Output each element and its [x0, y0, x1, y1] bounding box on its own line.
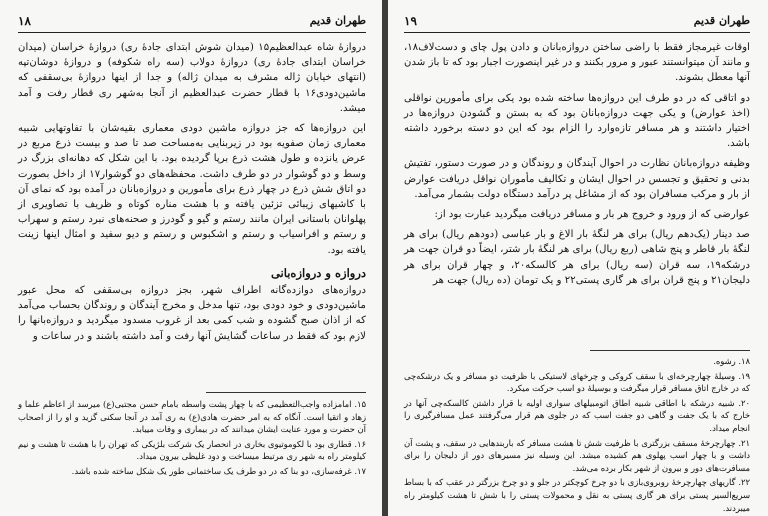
footnote: ۱۹. وسیلهٔ چهارچرخه‌ای با سقف کروکی و چرخهای لاستیکی با ظرفیت دو مسافر و یک درشکه‌چی که در خارج اتاق مسافر قرار میگرفت و بوسیلهٔ دو اسب حرکت میکرد. — [404, 370, 750, 394]
paragraph: عوارضی که از ورود و خروج هر بار و مسافر دریافت میگردید عبارت بود از: — [434, 209, 750, 221]
footnote-divider — [590, 350, 750, 351]
footnote: ۱۷. غرفه‌سازی، دو بنا که در دو طرف یک ساختمانی طور یک شکل ساخته شده باشد. — [71, 465, 366, 476]
paragraph: وظیفه دروازه‌بانان نظارت در احوال آیندگان و روندگان و در صورت دستور، تفتیش بدنی و تحقیق و تجسس در احوال ایشان و تکالیف مأموران نواقل دریافت عوارض از بار و مرکب مسافران بود که از مشاغل پر درآمد دستگاه دولت بشمار می‌آمد. — [404, 158, 750, 200]
left-footnotes — [18, 398, 366, 480]
paragraph: دروازهٔ شاه عبدالعظیم۱۵ (میدان شوش ابتدای جادهٔ ری) دروازهٔ خراسان (میدان خراسان ابتدای جادهٔ ری) دروازهٔ دولاب (سه راه شکوفه) و دروازهٔ دوشان‌تپه (انتهای خیابان ژاله مشرف به میدان ژاله) و جدا از اینها دروازهٔ بی‌سقفی که ماشین‌دودی۱۶ با قطار حضرت عبدالعظیم از آنجا به‌شهر ری قطار رفت و آمد میشد. — [18, 42, 366, 114]
footnote: ۱۸. رشوه. — [713, 356, 750, 366]
paragraph: دروازه‌های دوازده‌گانه اطراف شهر، بجز دروازه بی‌سقفی که محل عبور ماشین‌دودی و خود دودی بود، تنها مدخل و مخرج آیندگان و روندگان بحساب می‌آمد که از اذان صبح گشوده و شب کمی بعد از غروب مسدود میگردید و دروازه‌بانها را لازم بود که فقط در ساعات گشایش آنها رفت و آمد داشته باشند و در ساعات و — [18, 285, 366, 342]
left-page-header — [18, 14, 366, 33]
footnote-divider — [206, 392, 366, 393]
left-page-body — [18, 40, 366, 344]
footnote: ۲۲. گاریهای چهارچرخهٔ روبروی‌بازی با دو چرخ کوچکتر در جلو و دو چرخ بزرگتر در عقب که با بساط سریع‌السیر پستی برای هر گاری پستی به نقل و محمولات پستی را با شش تا هشت کیلومتر راه میبردند. — [404, 477, 750, 513]
section-heading: دروازه و دروازه‌بانی — [270, 265, 366, 280]
right-page-body — [404, 40, 750, 288]
running-title: طهران قدیم — [693, 14, 750, 27]
paragraph: دو اتاقی که در دو طرف این دروازه‌ها ساخته شده بود یکی برای مأمورین نواقلی (اخذ عوارض) و یکی جهت دروازه‌بانان بود که به بستن و گشودن دروازه‌ها در اختیار داشتند و هر مسافر تازه‌وارد را الزام بود که این دو دسته برخورد داشته باشد. — [404, 92, 750, 150]
right-page — [388, 0, 768, 516]
page-number: ۱۸ — [18, 14, 31, 28]
left-page — [0, 0, 382, 516]
running-title: طهران قدیم — [309, 14, 366, 27]
right-page-header — [404, 14, 750, 33]
paragraph: صد دینار (یک‌دهم ریال) برای هر لنگهٔ بار الاغ و بار عباسی (دودهم ریال) برای هر لنگهٔ بار قاطر و پنج شاهی (ربع ریال) برای هر لنگهٔ بار شتر، ایضاً دو قران جهت هر درشکه۱۹، سه قران (سه ریال) برای هر کالسکه۲۰، و چهار قران برای هر دلیجان۲۱ و پنج قران برای هر گاری پستی۲۲ و یک تومان (ده ریال) جهت هر — [404, 229, 750, 286]
paragraph: اوقات غیرمجاز فقط با راضی ساختن دروازه‌بانان و دادن پول چای و دست‌لاف۱۸، و مانند آن میتوانستند عبور و مرور بکنند و در غیر اینصورت اجبار بود که تا باز شدن آنها معطل بشوند. — [404, 42, 750, 84]
paragraph: این دروازه‌ها که جز دروازه ماشین دودی معماری بقیه‌شان با تفاوتهایی شبیه معماری زمان صفویه بود در زیربنایی به‌مساحت صد تا صد و بیست ذرع مربع در عرض یانزده و طول هشت ذرع برپا گردیده بود. با این شکل که دهانه‌ای بزرگ در وسط و دو گوشوار در دو طرف داشت. محفظه‌های دو گوشوار۱۷ از داخل بصورت دو اتاق شش ذرع در چهار ذرع برای مأمورین و دروازه‌بانان در آمده بود که نمای آن با کاشیهای زیبائی تزئین یافته و با هشت مناره کوتاه و ظریف با تصاویری از پهلوانان باستانی ایران مانند رستم و گیو و گودرز و صحنه‌های نبرد رستم و سهراب و رستم و افراسیاب و رستم و اشکبوس و رستم و دیو سفید و امثال اینها زینت یافته بود. — [18, 123, 366, 256]
page-number: ۱۹ — [404, 14, 417, 28]
footnote: ۱۶. قطاری بود با لکوموتیوی بخاری در انحصار یک شرکت بلژیکی که تهران را با هشت تا هشت و نیم کیلومتر راه به شهر ری مرتبط میساخت و دود غلیظی بیرون میداد. — [18, 438, 366, 462]
footnote: ۲۱. چهارچرخهٔ مسقف بزرگتری با ظرفیت شش تا هشت مسافر که باربندهایی در سقف، و پشت آن داشت و با چهار اسب پهلوی هم کشیده میشد. این وسیله نیز مسیرهای دور از دلیجان را برای مسافرت‌های دور و بیرون از شهر بکار برده می‌شد. — [404, 437, 750, 473]
footnote: ۲۰. شبیه درشکه با اطاقی شبیه اطاق اتومبیلهای سواری اولیه با قرار داشتن کالسکه‌چی آنها در خارج که با یک جفت و گاهی دو جفت اسب که در جلوی هم قرار می‌گرفتند عمل مسافرگیری را انجام میداد. — [404, 397, 750, 433]
right-footnotes — [404, 355, 750, 516]
footnote: ۱۵. امامزاده واجب‌التعظیمی که با چهار پشت واسطه بامام حسن مجتبی(ع) میرسد از اعاظم علما و زهاد و اتقیا است. آنگاه که به امر حضرت هادی(ع) به ری آمد در آنجا سکنی گزید و او را از اصحاب آن حضرت و مورد عنایت ایشان میدانند که در بیماری و وفات مییابد. — [18, 399, 366, 435]
